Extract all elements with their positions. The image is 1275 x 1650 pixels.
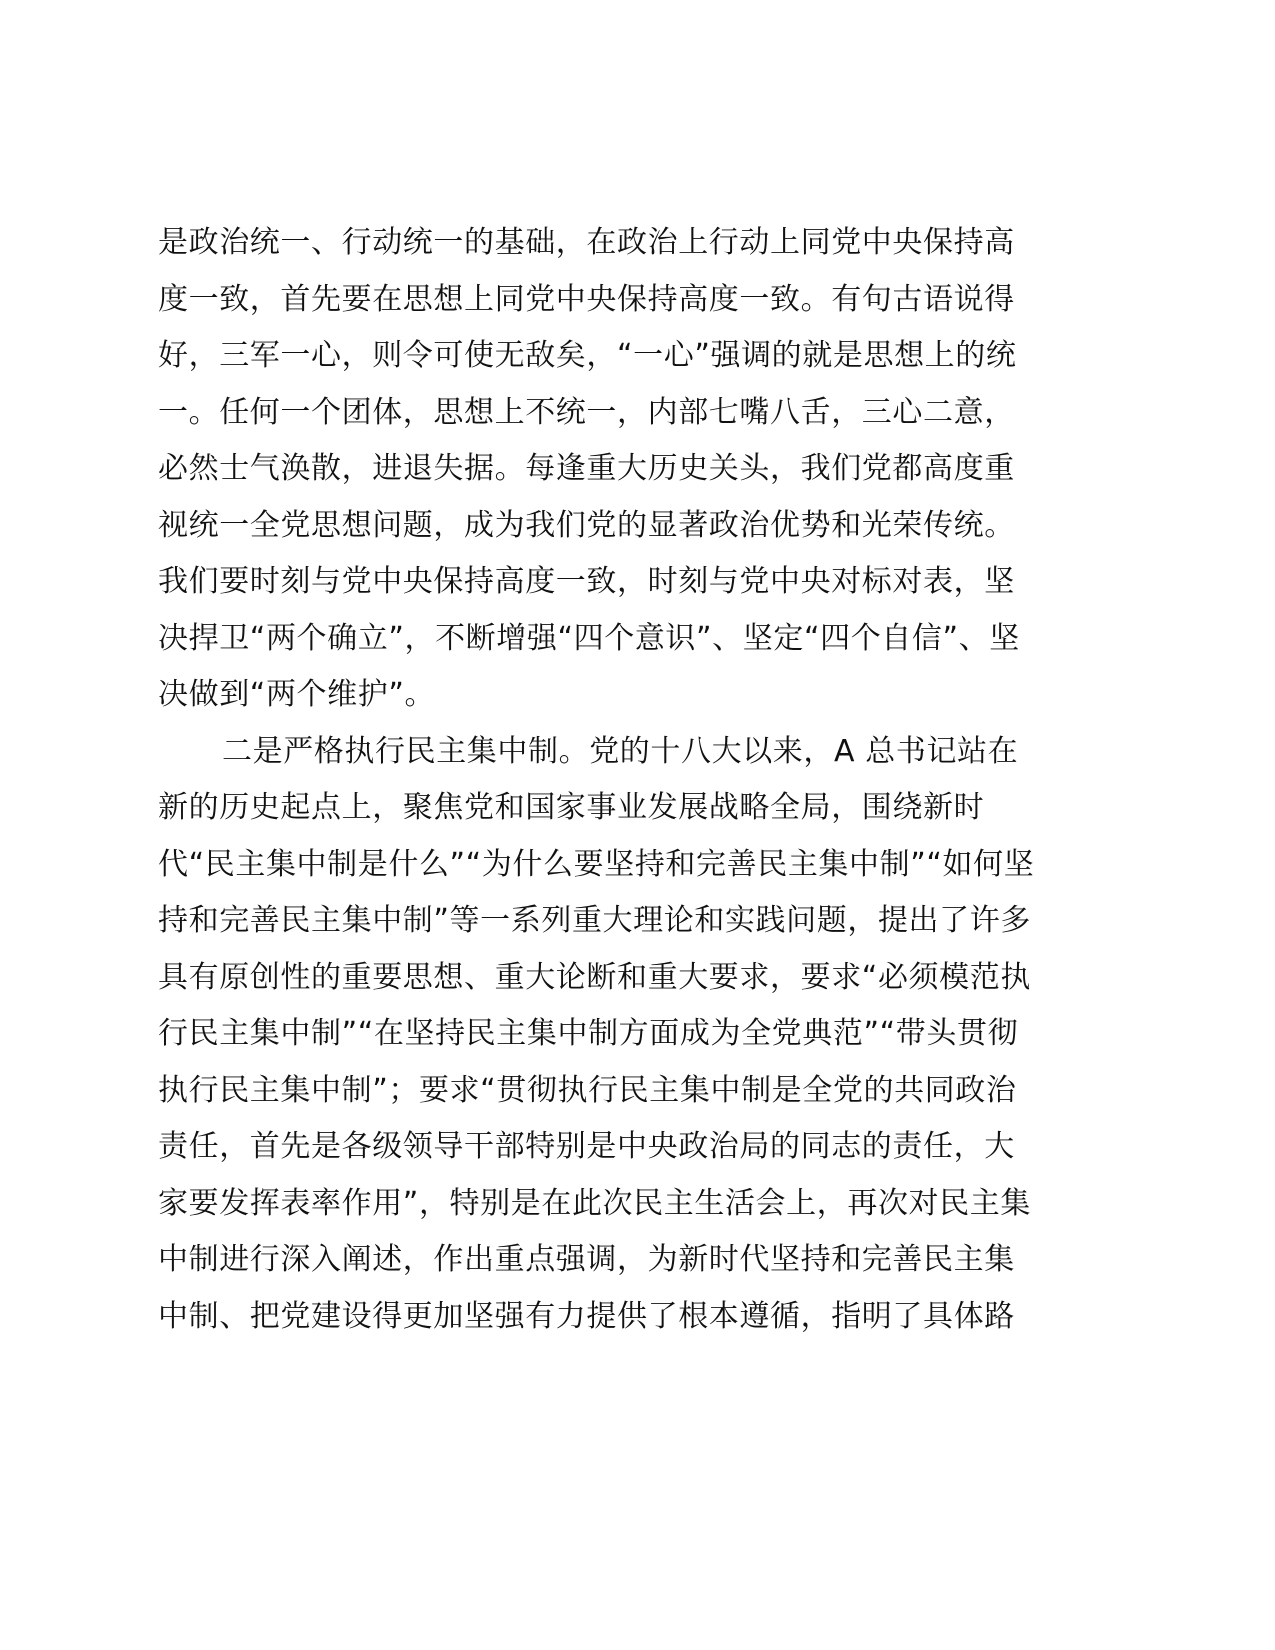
paragraph-1: [158, 215, 1078, 724]
text-line: 持和完善民主集中制”等一系列重大理论和实践问题，提出了许多: [158, 903, 1031, 938]
text-line: 代“民主集中制是什么”“为什么要坚持和完善民主集中制”“如何坚: [158, 846, 1035, 882]
text-line: 中制进行深入阐述，作出重点强调，为新时代坚持和完善民主集: [158, 1242, 1015, 1277]
text-line: 具有原创性的重要思想、重大论断和重大要求，要求“必须模范执: [158, 959, 1031, 995]
text-line: 视统一全党思想问题，成为我们党的显著政治优势和光荣传统。: [158, 507, 1015, 543]
text-line: 决捍卫“两个确立”，不断增强“四个意识”、坚定“四个自信”、坚: [158, 620, 1020, 656]
text-line: 行民主集中制”“在坚持民主集中制方面成为全党典范”“带头贯彻: [158, 1016, 1019, 1051]
text-line: 决做到“两个维护”。: [158, 677, 436, 712]
text-line: 是政治统一、行动统一的基础，在政治上行动上同党中央保持高: [158, 225, 1015, 260]
text-line: 家要发挥表率作用”，特别是在此次民主生活会上，再次对民主集: [158, 1185, 1031, 1221]
text-line: 一。任何一个团体，思想上不统一，内部七嘴八舌，三心二意，: [158, 394, 1015, 430]
text-line: 度一致，首先要在思想上同党中央保持高度一致。有句古语说得: [158, 281, 1015, 317]
text-line: 中制、把党建设得更加坚强有力提供了根本遵循，指明了具体路: [158, 1298, 1015, 1334]
text-line: 新的历史起点上，聚焦党和国家事业发展战略全局，围绕新时: [158, 790, 985, 825]
paragraph-2: [158, 724, 1078, 1346]
text-line: 必然士气涣散，进退失据。每逢重大历史关头，我们党都高度重: [158, 451, 1015, 486]
text-line: 好，三军一心，则令可使无敌矣，“一心”强调的就是思想上的统: [158, 338, 1017, 373]
text-line: 我们要时刻与党中央保持高度一致，时刻与党中央对标对表，坚: [158, 564, 1015, 599]
text-line: 责任，首先是各级领导干部特别是中央政治局的同志的责任，大: [158, 1129, 1015, 1164]
document-body: [158, 215, 1078, 1345]
text-line: 二是严格执行民主集中制。党的十八大以来，A 总书记站在: [222, 733, 1019, 769]
text-line: 执行民主集中制”；要求“贯彻执行民主集中制是全党的共同政治: [158, 1072, 1017, 1108]
